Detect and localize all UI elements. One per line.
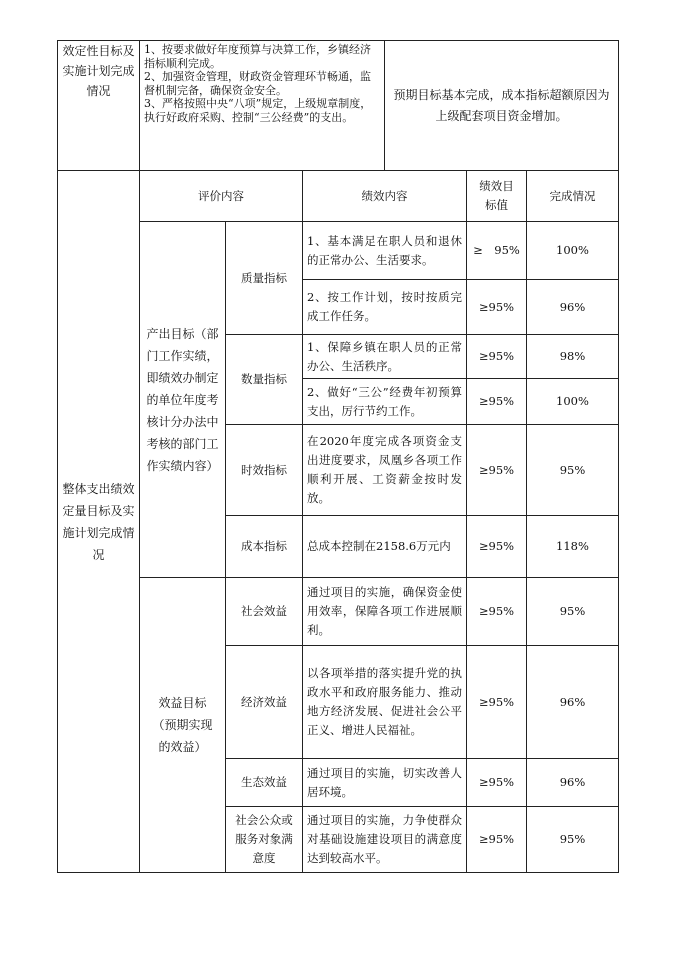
table-row [58,578,619,646]
indicator-name: 成本指标 [226,516,303,578]
performance-table [57,40,619,873]
target-value: ≥95% [467,807,527,873]
status-value: 98% [527,335,619,379]
indicator-name: 时效指标 [226,425,303,516]
perf-content: 1、基本满足在职人员和退休的正常办公、生活要求。 [303,222,467,280]
target-value: ≥95% [467,425,527,516]
target-value: ≥95% [467,280,527,335]
qualitative-label: 效定性目标及实施计划完成情况 [58,41,140,171]
benefit-group-label: 效益目标（预期实现的效益） [140,578,226,873]
indicator-name: 社会公众或服务对象满意度 [226,807,303,873]
perf-content: 通过项目的实施，确保资金使用效率，保障各项工作进展顺利。 [303,578,467,646]
status-value: 100% [527,222,619,280]
perf-content: 以各项举措的落实提升党的执政水平和政府服务能力、推动地方经济发展、促进社会公平正义、增进人民福祉。 [303,646,467,759]
indicator-name: 社会效益 [226,578,303,646]
perf-content: 通过项目的实施，力争使群众对基础设施建设项目的满意度达到较高水平。 [303,807,467,873]
perf-content: 2、按工作计划，按时按质完成工作任务。 [303,280,467,335]
status-value: 100% [527,379,619,425]
plan-item: 2、加强资金管理，财政资金管理环节畅通，监督机制完备，确保资金安全。 [144,70,371,97]
status-value: 96% [527,759,619,807]
header-target: 绩效目标值 [467,171,527,222]
header-status: 完成情况 [527,171,619,222]
target-value: ≥95% [467,646,527,759]
perf-content: 在2020年度完成各项资金支出进度要求，凤凰乡各项工作顺利开展、工资薪金按时发放。 [303,425,467,516]
output-group-label: 产出目标（部门工作实绩，即绩效办制定的单位年度考核计分办法中考核的部门工作实绩内容） [140,222,226,578]
status-value: 95% [527,807,619,873]
plan-item: 3、严格按照中央“八项”规定，上级规章制度，执行好政府采购、控制“三公经费”的支出。 [144,97,372,124]
target-value: ≥95% [467,516,527,578]
qualitative-row [58,41,619,171]
target-value: ≥95% [467,335,527,379]
status-value: 96% [527,280,619,335]
status-value: 95% [527,425,619,516]
section-label: 整体支出绩效定量目标及实施计划完成情况 [58,171,140,873]
qualitative-plan-cell [140,41,385,171]
target-value: ≥95% [467,578,527,646]
indicator-name: 经济效益 [226,646,303,759]
plan-item: 1、按要求做好年度预算与决算工作，乡镇经济指标顺利完成。 [144,43,371,70]
target-value: ≥95% [467,379,527,425]
perf-content: 2、做好“三公”经费年初预算支出，厉行节约工作。 [303,379,467,425]
status-value: 95% [527,578,619,646]
header-perf-content: 绩效内容 [303,171,467,222]
perf-content: 1、保障乡镇在职人员的正常办公、生活秩序。 [303,335,467,379]
indicator-name: 生态效益 [226,759,303,807]
target-value: ≥95% [467,759,527,807]
target-value: ≥ 95% [467,222,527,280]
table-row [58,222,619,280]
header-row [58,171,619,222]
perf-content: 通过项目的实施，切实改善人居环境。 [303,759,467,807]
status-value: 118% [527,516,619,578]
indicator-name: 数量指标 [226,335,303,425]
indicator-name: 质量指标 [226,222,303,335]
status-value: 96% [527,646,619,759]
perf-content: 总成本控制在2158.6万元内 [303,516,467,578]
qualitative-result: 预期目标基本完成，成本指标超额原因为上级配套项目资金增加。 [385,41,619,171]
header-eval-content: 评价内容 [140,171,303,222]
